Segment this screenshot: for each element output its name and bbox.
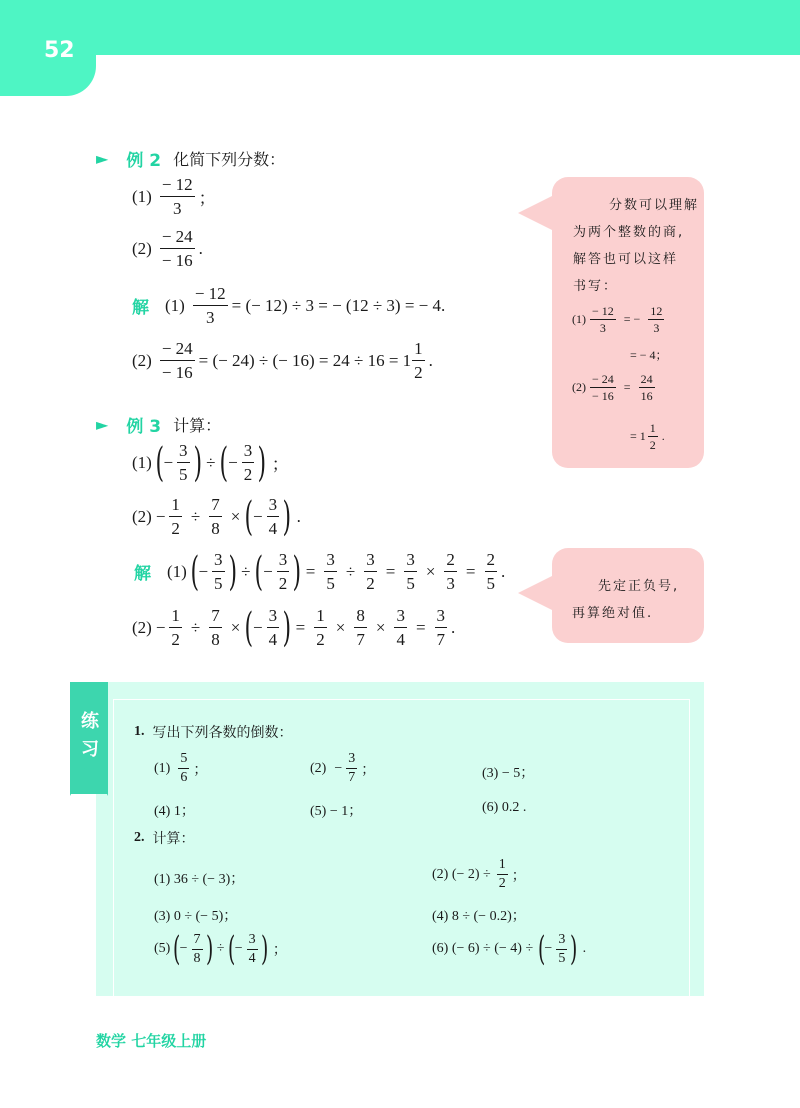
numerator: 8 <box>354 607 367 628</box>
minus-sign: − <box>228 452 238 472</box>
fraction <box>192 933 203 966</box>
denominator: 3 <box>206 308 215 327</box>
operator: × <box>335 617 346 637</box>
numerator: 5 <box>178 752 189 769</box>
footer-book-title: 数学 七年级上册 <box>96 1032 207 1050</box>
operator: = <box>305 561 316 581</box>
punct: . <box>296 506 301 526</box>
denominator: 2 <box>278 574 288 593</box>
example2-title: 化简下列分数： <box>173 150 286 169</box>
minus-sign: − <box>179 941 188 956</box>
left-paren: ( <box>190 548 199 595</box>
note-line: 书写： <box>573 279 619 294</box>
practice-q1a <box>154 752 207 785</box>
expression: (2) (− 2) ÷ <box>432 866 491 882</box>
punct: ； <box>361 762 376 778</box>
numerator: 1 <box>497 858 508 875</box>
practice-q1e: (5) − 1； <box>310 804 363 819</box>
problem-index: (1) <box>165 295 185 315</box>
denominator: 4 <box>248 950 256 966</box>
numerator: 7 <box>209 496 222 517</box>
punct: ； <box>193 762 208 778</box>
minus-sign: − <box>234 941 243 956</box>
problem-index: (2) <box>132 350 152 370</box>
expression: = (− 12) ÷ 3 = − (12 ÷ 3) = − 4. <box>231 295 446 315</box>
operator: ÷ <box>190 617 201 637</box>
punct: . <box>198 238 203 258</box>
example3-problem2 <box>132 493 301 540</box>
fraction <box>590 373 616 402</box>
fraction <box>314 607 327 648</box>
problem-index: (1) <box>167 561 187 581</box>
operator: ÷ <box>241 561 251 581</box>
left-paren: ( <box>244 604 254 651</box>
left-paren: ( <box>155 439 164 486</box>
denominator: 3 <box>599 321 606 335</box>
fraction <box>497 858 508 891</box>
operator: = <box>385 561 396 581</box>
practice-q1f: (6) 0.2 . <box>482 800 527 815</box>
fraction <box>346 752 357 785</box>
minus-sign: − <box>252 506 263 526</box>
fraction <box>209 607 222 648</box>
fraction <box>648 305 664 334</box>
numerator: 7 <box>209 607 222 628</box>
operator: × <box>230 617 241 637</box>
problem-index: (2) <box>132 238 152 258</box>
problem-index: (2) <box>132 506 152 526</box>
denominator: 3 <box>446 574 455 593</box>
numerator: 3 <box>277 551 290 572</box>
right-paren: ) <box>282 604 292 651</box>
denominator: 8 <box>211 519 220 538</box>
operator: ÷ <box>190 506 201 526</box>
fraction <box>394 607 407 648</box>
punct: . <box>451 617 456 637</box>
denominator: − 16 <box>161 363 193 382</box>
numerator: 12 <box>650 304 663 318</box>
problem-index: (2) <box>132 617 152 637</box>
denominator: − 16 <box>592 389 614 403</box>
right-paren: ) <box>193 439 202 486</box>
practice-q1 <box>134 722 293 742</box>
fraction <box>160 340 195 381</box>
example3-heading <box>96 412 221 437</box>
denominator: 5 <box>179 465 188 484</box>
denominator: 7 <box>348 770 356 785</box>
denominator: 2 <box>498 876 506 891</box>
fraction <box>178 752 189 785</box>
left-paren: ( <box>254 548 264 595</box>
practice-q1c: (3) − 5； <box>482 766 535 781</box>
numerator: 1 <box>412 340 425 361</box>
fraction <box>277 551 290 592</box>
fraction <box>247 933 258 966</box>
example2-solution1 <box>132 285 445 326</box>
question-number: 1. <box>134 724 145 739</box>
denominator: 8 <box>193 950 201 966</box>
left-paren: ( <box>228 929 236 969</box>
denominator: 2 <box>414 363 423 382</box>
denominator: 2 <box>366 574 375 593</box>
numerator: 2 <box>444 551 457 572</box>
numerator: 1 <box>169 496 182 517</box>
note1-eq1 <box>572 305 668 334</box>
right-paren: ) <box>292 548 302 595</box>
numerator: 3 <box>267 496 280 517</box>
note2-text <box>572 573 692 627</box>
example3-problem1 <box>132 439 289 486</box>
problem-index: (1) <box>572 312 586 326</box>
numerator: 3 <box>404 551 417 572</box>
right-paren: ) <box>570 929 578 969</box>
right-paren: ) <box>205 929 213 969</box>
fraction <box>364 551 377 592</box>
fraction <box>267 607 280 648</box>
example3-solution1 <box>134 548 506 595</box>
punct: ； <box>511 868 526 884</box>
denominator: 4 <box>396 630 405 649</box>
fraction <box>404 551 417 592</box>
practice-q2b <box>432 858 526 891</box>
punct: . <box>582 941 587 956</box>
question-number: 2. <box>134 830 145 845</box>
minus-sign: − <box>544 941 553 956</box>
fraction <box>242 442 255 483</box>
denominator: 5 <box>558 950 566 966</box>
denominator: 8 <box>211 630 220 649</box>
operator: × <box>375 617 386 637</box>
practice-flag-tail <box>70 760 108 796</box>
left-paren: ( <box>173 929 181 969</box>
problem-index: (5) <box>154 941 171 956</box>
question-text: 写出下列各数的倒数： <box>152 725 293 741</box>
practice-flag-label: 练习 <box>81 711 99 760</box>
operator: × <box>230 506 241 526</box>
problem-index: (2) <box>572 380 586 394</box>
punct: . <box>428 350 433 370</box>
denominator: 5 <box>326 574 335 593</box>
practice-q2e <box>154 929 287 969</box>
denominator: 16 <box>640 389 653 403</box>
fraction <box>160 176 195 217</box>
note-line: 解答也可以这样 <box>573 252 679 267</box>
fraction <box>212 551 225 592</box>
practice-q2d: (4) 8 ÷ (− 0.2)； <box>432 909 526 924</box>
practice-q2f <box>432 929 587 969</box>
note1-eq2b <box>630 422 665 451</box>
example2-solution2 <box>132 340 433 381</box>
fraction <box>177 442 190 483</box>
minus-sign: − <box>163 452 174 472</box>
minus-sign: − <box>252 617 263 637</box>
numerator: 7 <box>192 933 203 950</box>
denominator: 4 <box>268 630 278 649</box>
punct: ； <box>272 943 287 958</box>
denominator: 5 <box>486 574 496 593</box>
denominator: 3 <box>653 321 660 335</box>
fraction <box>209 496 222 537</box>
note-line: 先定正负号, <box>598 579 680 594</box>
minus-sign: − <box>155 617 166 637</box>
fraction <box>556 933 567 966</box>
left-paren: ( <box>244 493 254 540</box>
operator: = <box>295 617 306 637</box>
fraction <box>324 551 337 592</box>
note1-eq2 <box>572 373 659 402</box>
denominator: 4 <box>268 519 278 538</box>
note-line: 为两个整数的商, <box>573 225 685 240</box>
denominator: 6 <box>180 770 188 785</box>
left-paren: ( <box>219 439 229 486</box>
punct: . <box>501 561 506 581</box>
punct: ； <box>198 189 216 208</box>
expression: (6) (− 6) ÷ (− 4) ÷ <box>432 941 534 956</box>
example3-title: 计算： <box>173 416 222 435</box>
fraction <box>485 551 498 592</box>
numerator: 3 <box>394 607 407 628</box>
denominator: 7 <box>356 630 365 649</box>
expression: = 1 <box>630 429 646 443</box>
numerator: 3 <box>346 752 357 769</box>
example2-problem2 <box>132 228 203 269</box>
practice-q2 <box>134 828 195 848</box>
practice-q1d: (4) 1； <box>154 804 195 819</box>
numerator: 1 <box>314 607 327 628</box>
numerator: 3 <box>556 933 567 950</box>
note1-text <box>573 192 703 300</box>
numerator: − 24 <box>160 340 195 361</box>
numerator: 1 <box>649 421 656 435</box>
fraction <box>354 607 367 648</box>
operator: ÷ <box>206 452 216 472</box>
denominator: − 16 <box>161 251 193 270</box>
numerator: 3 <box>177 442 190 463</box>
fraction <box>648 422 658 451</box>
operator: = <box>465 561 476 581</box>
denominator: 3 <box>173 199 182 218</box>
denominator: 5 <box>214 574 223 593</box>
practice-q2c: (3) 0 ÷ (− 5)； <box>154 909 238 924</box>
practice-q2a: (1) 36 ÷ (− 3)； <box>154 872 245 887</box>
note1-eq1b: = − 4； <box>630 348 668 362</box>
fraction <box>639 373 655 402</box>
punct: . <box>661 429 665 443</box>
minus-sign: − <box>334 760 343 776</box>
right-paren: ) <box>228 548 237 595</box>
operator: ÷ <box>216 941 225 956</box>
problem-index: (2) <box>310 760 327 776</box>
expression: = − <box>623 312 641 326</box>
right-paren: ) <box>260 929 268 969</box>
fraction <box>412 340 425 381</box>
triangle-arrow-icon: ► <box>96 415 109 434</box>
numerator: − 12 <box>160 176 195 197</box>
example2-heading <box>96 146 285 171</box>
example3-label: 例 3 <box>126 417 162 437</box>
example2-problem1 <box>132 176 216 217</box>
denominator: 2 <box>171 519 180 538</box>
note1-pointer <box>518 195 554 231</box>
fraction <box>169 607 182 648</box>
minus-sign: − <box>155 506 166 526</box>
denominator: 2 <box>171 630 180 649</box>
numerator: 3 <box>267 607 280 628</box>
fraction <box>590 305 616 334</box>
problem-index: (1) <box>132 186 152 206</box>
minus-sign: − <box>198 561 209 581</box>
note2-pointer <box>518 575 554 611</box>
example3-solution2 <box>132 604 456 651</box>
fraction <box>193 285 228 326</box>
note-line: 分数可以理解 <box>608 198 699 213</box>
numerator: 3 <box>364 551 377 572</box>
fraction <box>435 607 448 648</box>
operator: = <box>415 617 426 637</box>
numerator: 3 <box>435 607 448 628</box>
numerator: − 12 <box>592 304 614 318</box>
solution-label: 解 <box>134 564 151 584</box>
problem-index: (1) <box>154 760 171 776</box>
numerator: 3 <box>242 442 255 463</box>
question-text: 计算： <box>152 831 195 847</box>
triangle-arrow-icon: ► <box>96 149 109 168</box>
denominator: 2 <box>649 438 656 452</box>
numerator: 3 <box>247 933 258 950</box>
solution-label: 解 <box>132 298 149 318</box>
numerator: − 12 <box>193 285 228 306</box>
header-bar <box>0 0 800 55</box>
right-paren: ) <box>257 439 267 486</box>
numerator: 3 <box>324 551 337 572</box>
operator: ÷ <box>345 561 356 581</box>
denominator: 2 <box>316 630 325 649</box>
numerator: 1 <box>169 607 182 628</box>
numerator: 2 <box>485 551 498 572</box>
note-line: 再算绝对值. <box>572 606 654 621</box>
denominator: 2 <box>243 465 253 484</box>
numerator: − 24 <box>592 372 614 386</box>
expression: = (− 24) ÷ (− 16) = 24 ÷ 16 = 1 <box>198 350 412 370</box>
operator: × <box>425 561 436 581</box>
numerator: − 24 <box>160 228 195 249</box>
example2-label: 例 2 <box>126 151 162 171</box>
numerator: 3 <box>212 551 225 572</box>
practice-q1b <box>310 752 375 785</box>
expression: = <box>623 380 631 394</box>
denominator: 5 <box>406 574 415 593</box>
page-number: 52 <box>44 38 75 63</box>
fraction <box>160 228 195 269</box>
denominator: 7 <box>436 630 446 649</box>
minus-sign: − <box>263 561 273 581</box>
fraction <box>444 551 457 592</box>
numerator: 24 <box>640 372 653 386</box>
fraction <box>169 496 182 537</box>
right-paren: ) <box>282 493 292 540</box>
fraction <box>267 496 280 537</box>
problem-index: (1) <box>132 452 152 472</box>
punct: ； <box>271 455 289 474</box>
left-paren: ( <box>538 929 546 969</box>
